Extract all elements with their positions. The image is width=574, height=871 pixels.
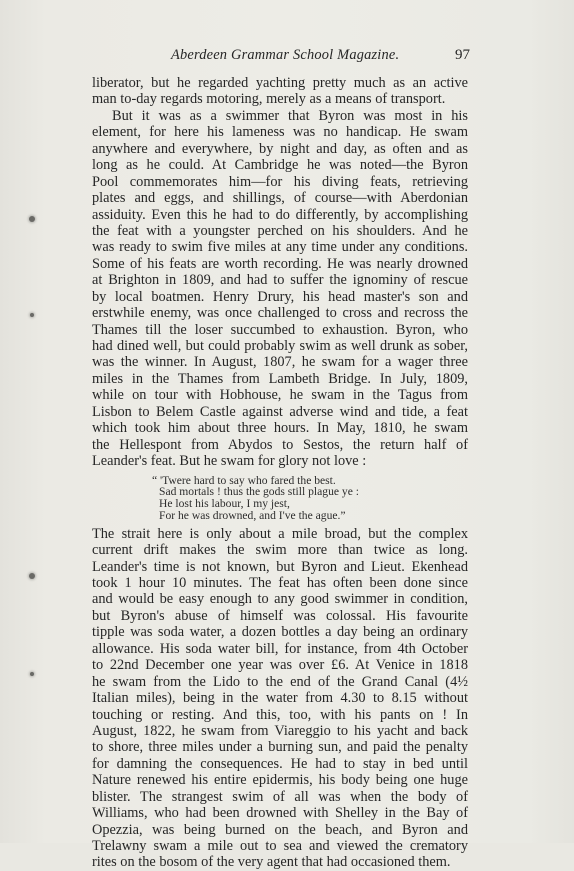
text-line: took 1 hour 10 minutes. The feat has often been done since [92,575,468,591]
text-line: the feat with a youngster perched on his shoulders. And he [92,222,468,239]
text-line: liberator, but he regarded yachting pretty much as an active [92,75,468,91]
text-line: tipple was soda water, a dozen bottles a day being an ordinary [92,624,468,641]
text-line: Leander's time is not known, but Byron and Lieut. Ekenhead [92,558,468,575]
text-line: Trelawny swam a mile out to sea and viewed the crematory [92,838,468,854]
text-line: was the winner. In August, 1807, he swam for a wager three [92,354,468,371]
text-line: he swam from the Lido to the end of the Grand Canal (4½ [92,673,468,690]
text-line: at Brighton in 1809, and had to suffer the ignominy of rescue [92,272,468,289]
text-line: by local boatmen. Henry Drury, his head master's son and [92,288,468,305]
text-line: But it was as a swimmer that Byron was most in his [112,107,468,124]
text-line: for damning the consequences. He had to stay in bed until [92,755,468,772]
text-line: Lisbon to Belem Castle against adverse wind and tide, a feat [92,403,468,420]
verse-line: He lost his labour, I my jest, [159,497,290,511]
text-line: allowance. His soda water bill, for instance, from 4th October [92,640,468,657]
text-line: Italian miles), being in the water from 4.30 to 8.15 without [92,690,468,707]
article-body [92,75,468,871]
paragraph [92,526,468,871]
text-line: erstwhile enemy, was once challenged to cross and recross the [92,305,468,322]
text-line: which took him about three hours. In May, 1810, he swam [92,420,468,437]
text-line: current drift makes the swim more than twice as long. [92,542,468,559]
text-line: Opezzia, was being burned on the beach, and Byron and [92,821,468,838]
text-line: August, 1822, he swam from Viareggio to his yacht and back [92,722,468,739]
text-line: long as he could. At Cambridge he was noted—the Byron [92,157,468,174]
paragraph [92,108,468,470]
verse-line: For he was drowned, and I've the ague.” [159,508,346,522]
binding-hole-mark [30,672,34,676]
text-line: the Hellespont from Abydos to Sestos, the return half of [92,436,468,453]
text-line: Leander's feat. But he swam for glory not love : [92,453,367,470]
text-line: Thames till the loser succumbed to exhaustion. Byron, who [92,321,468,338]
verse-quotation [92,475,468,522]
text-line: to 22nd December one year was over £6. At Venice in 1818 [92,657,468,674]
text-line: anywhere and everywhere, by night and day, as often and as [92,140,468,157]
text-line: had dined well, but could probably swim as well drunk as sober, [92,338,468,354]
binding-hole-mark [29,216,35,222]
text-line: assiduity. Even this he had to do differently, by accomplishing [92,206,468,223]
running-title: Aberdeen Grammar School Magazine. [171,47,400,63]
binding-hole-mark [30,313,34,317]
page-number: 97 [455,47,470,63]
running-header [92,47,470,69]
text-line: blister. The strangest swim of all was when the body of [92,788,468,805]
text-line: Pool commemorates him—for his diving feats, retrieving [92,173,468,190]
text-line: man to-day regards motoring, merely as a means of transport. [92,91,446,108]
text-line: while on tour with Hobhouse, he swam in the Tagus from [92,387,468,404]
text-line: but Byron's abuse of himself was colossal. His favourite [92,607,468,624]
paragraph [92,75,468,108]
text-line: The strait here is only about a mile broad, but the complex [92,525,468,542]
text-line: rites on the bosom of the very agent that had occasioned them. [92,854,451,871]
text-line: Williams, who had been drowned with Shelley in the Bay of [92,805,468,822]
text-line: Some of his feats are worth recording. He was nearly drowned [92,255,468,272]
binding-hole-mark [29,573,35,579]
text-line: plates and eggs, and shillings, of course—with Aberdonian [92,190,468,207]
text-line: miles in the Thames from Lambeth Bridge. In July, 1809, [92,370,468,387]
text-line: and would be easy enough to any good swimmer in condition, [92,591,468,608]
text-line: was ready to swim five miles at any time under any conditions. [92,239,468,256]
text-line: element, for here his lameness was no handicap. He swam [92,124,468,141]
verse-line: “ 'Twere hard to say who fared the best. [152,473,336,487]
text-line: touching or resting. And this, too, with his pants on ! In [92,706,468,723]
verse-line: Sad mortals ! thus the gods still plague ye : [159,485,359,499]
text-line: Nature renewed his entire epidermis, his body being one huge [92,772,468,789]
text-line: to shore, three miles under a burning sun, and paid the penalty [92,739,468,756]
